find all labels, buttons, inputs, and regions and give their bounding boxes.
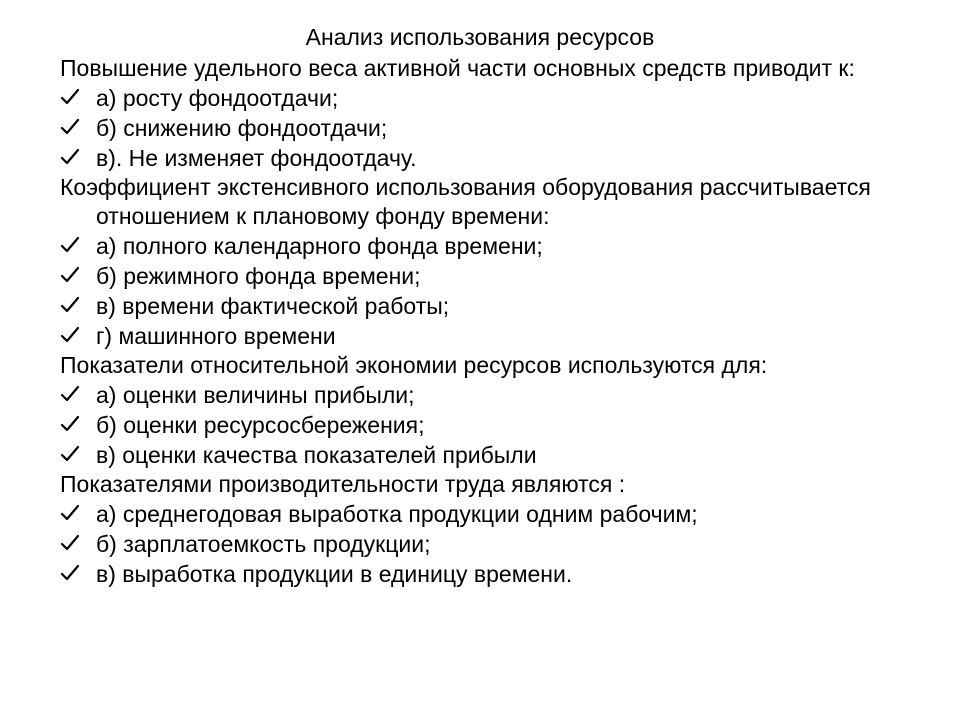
checkmark-icon bbox=[60, 265, 80, 285]
answer-option bbox=[60, 231, 940, 261]
answer-option bbox=[60, 410, 940, 440]
answer-options bbox=[60, 499, 940, 589]
answer-label: а) оценки величины прибыли; bbox=[96, 382, 415, 408]
question-text: Повышение удельного веса активной части основных средств приводит к: bbox=[60, 55, 855, 81]
question-text: Показатели относительной экономии ресурсов используются для: bbox=[60, 352, 768, 378]
answer-label: в) времени фактической работы; bbox=[96, 293, 450, 319]
answer-option bbox=[60, 113, 940, 143]
answer-option bbox=[60, 321, 940, 351]
answer-label: а) среднегодовая выработка продукции одним рабочим; bbox=[96, 501, 698, 527]
answer-option bbox=[60, 559, 940, 589]
question-block bbox=[60, 351, 940, 470]
answer-option bbox=[60, 499, 940, 529]
answer-label: г) машинного времени bbox=[96, 323, 336, 349]
answer-label: б) зарплатоемкость продукции; bbox=[96, 531, 431, 557]
answer-options bbox=[60, 231, 940, 351]
checkmark-icon bbox=[60, 563, 80, 583]
checkmark-icon bbox=[60, 414, 80, 434]
question-block bbox=[60, 54, 940, 173]
answer-option bbox=[60, 261, 940, 291]
answer-label: а) полного календарного фонда времени; bbox=[96, 233, 543, 259]
checkmark-icon bbox=[60, 444, 80, 464]
question-block bbox=[60, 173, 940, 351]
answer-label: а) росту фондоотдачи; bbox=[96, 85, 339, 111]
answer-label: б) снижению фондоотдачи; bbox=[96, 115, 388, 141]
answer-label: в) оценки качества показателей прибыли bbox=[96, 442, 537, 468]
checkmark-icon bbox=[60, 147, 80, 167]
answer-option bbox=[60, 83, 940, 113]
answer-options bbox=[60, 380, 940, 470]
question-block bbox=[60, 470, 940, 589]
answer-label: б) оценки ресурсосбережения; bbox=[96, 412, 425, 438]
checkmark-icon bbox=[60, 503, 80, 523]
answer-option bbox=[60, 440, 940, 470]
question-text: Коэффициент экстенсивного использования оборудования рассчитывается отношением к плановому фонду времени: bbox=[60, 174, 871, 229]
checkmark-icon bbox=[60, 325, 80, 345]
checkmark-icon bbox=[60, 384, 80, 404]
answer-option bbox=[60, 380, 940, 410]
answer-options bbox=[60, 83, 940, 173]
checkmark-icon bbox=[60, 117, 80, 137]
checkmark-icon bbox=[60, 295, 80, 315]
checkmark-icon bbox=[60, 87, 80, 107]
answer-label: в). Не изменяет фондоотдачу. bbox=[96, 145, 417, 171]
answer-option bbox=[60, 291, 940, 321]
answer-label: в) выработка продукции в единицу времени. bbox=[96, 561, 573, 587]
answer-option bbox=[60, 529, 940, 559]
slide-title: Анализ использования ресурсов bbox=[305, 24, 655, 50]
question-text: Показателями производительности труда являются : bbox=[60, 471, 626, 497]
checkmark-icon bbox=[60, 235, 80, 255]
answer-option bbox=[60, 143, 940, 173]
checkmark-icon bbox=[60, 533, 80, 553]
question-list bbox=[60, 54, 940, 589]
answer-label: б) режимного фонда времени; bbox=[96, 263, 421, 289]
